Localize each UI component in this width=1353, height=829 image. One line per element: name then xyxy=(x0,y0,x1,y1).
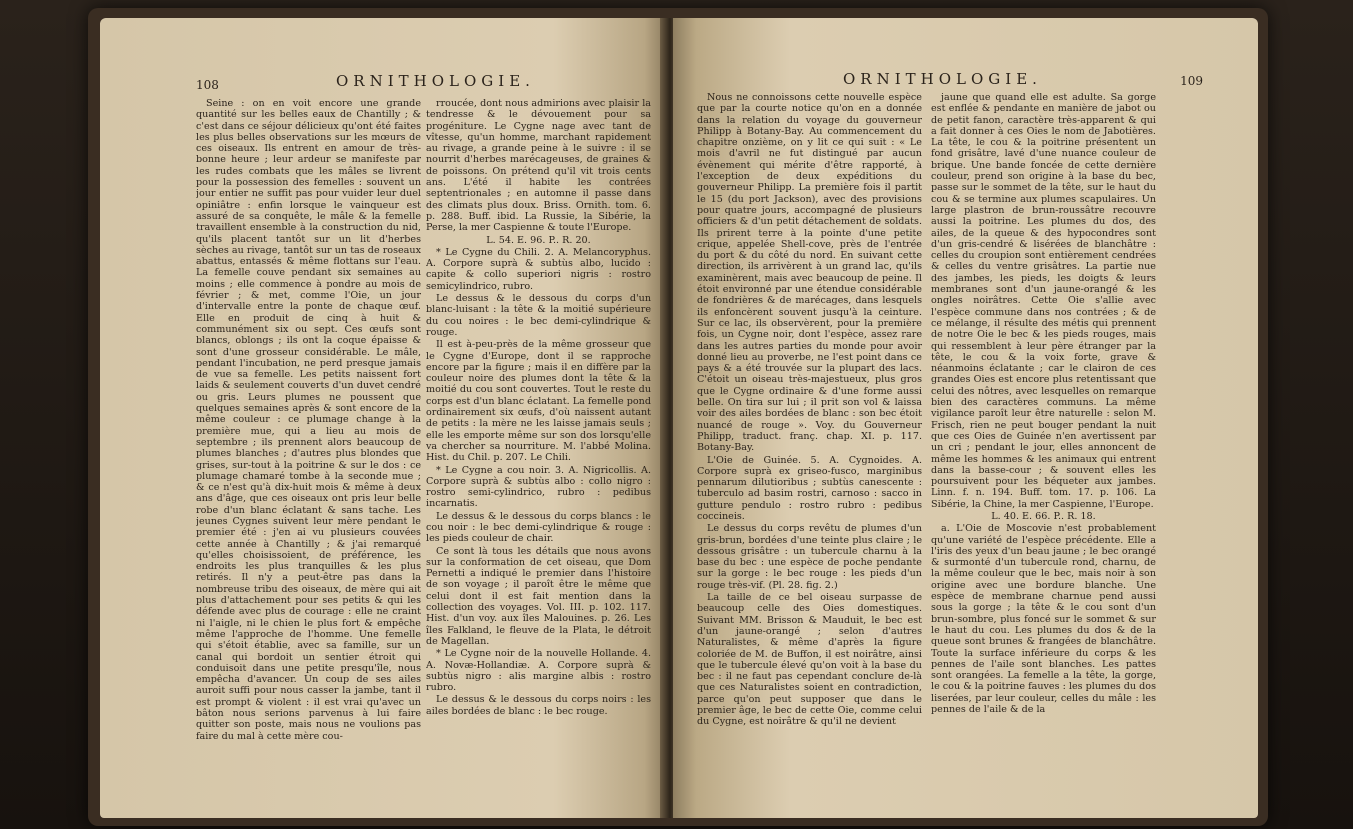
left-column-2 xyxy=(426,98,651,798)
right-page-number: 109 xyxy=(1180,74,1203,88)
species-entry: * Le Cygne du Chili. 2. A. Melancoryphus. A. Corpore suprà & subtùs albo, lucido : capite & collo superiori nigris : rostro semicylindrico, rubro. xyxy=(426,246,651,292)
measurements: L. 40. E. 66. P.. R. 18. xyxy=(991,510,1096,522)
species-entry: L'Oie de Guinée. 5. A. Cygnoides. A. Corpore suprà ex griseo-fusco, marginibus pennarum dilutioribus ; subtùs canescente : tuberculo ad basim rostri, carnoso : sacco in gutture pendulo : rostro rubro : pedibus coccineis. xyxy=(697,454,922,522)
paragraph: Le dessus & le dessous du corps d'un blanc-luisant : la tête & la moitié supérieure du cou noires : le bec demi-cylindrique & rouge. xyxy=(426,293,651,338)
right-page-title: ORNITHOLOGIE. xyxy=(843,70,1042,88)
paragraph: a. L'Oie de Moscovie n'est probablement qu'une variété de l'espèce précédente. Elle a l'iris des yeux d'un beau jaune ; le bec orangé & surmonté d'un tubercule rond, charnu, de la même couleur que le bec, mais noir à son origine avec une bordure blanche. Une espèce de membrane charnue pend aussi sous la gorge ; la tête & le cou sont d'un brun-sombre, plus foncé sur le sommet & sur le haut du cou. Les plumes du dos & de la queue sont brunes & frangées de blanchâtre. Toute la surface inférieure du corps & les pennes de l'aile sont blanches. Les pattes sont orangées. La femelle a la tête, la gorge, le cou & la poitrine fauves : les plumes du dos liserées, par leur couleur, celles du mâle : les pennes de l'aile & de la xyxy=(931,523,1156,716)
species-entry: * Le Cygne noir de la nouvelle Hollande. 4. A. Novæ-Hollandiæ. A. Corpore suprà & subtùs nigro : alis margine albis : rostro rubro. xyxy=(426,648,651,694)
left-page-title: ORNITHOLOGIE. xyxy=(336,72,535,90)
paragraph: Seine : on en voit encore une grande quantité sur les belles eaux de Chantilly ; & c'est dans ce séjour délicieux qu'ont été faites les plus belles observations sur les mœurs de ces oiseaux. Ils entrent en amour de très-bonne heure ; leur ardeur se manifeste par les rudes combats que les mâles se livrent pour la possession des femelles : souvent un jour entier ne suffit pas pour vuider leur duel opiniâtre : enfin lorsque le vainqueur est assuré de sa conquête, le mâle & la femelle travaillent ensemble à la construction du nid, qu'ils placent tantôt sur un lit d'herbes sèches au rivage, tantôt sur un tas de roseaux abattus, entassés & même flottans sur l'eau. La femelle couve pendant six semaines au moins ; elle commence à pondre au mois de février ; & met, comme l'Oie, un jour d'intervalle entre la ponte de chaque œuf. Elle en produit de cinq à huit & communément six ou sept. Ces œufs sont blancs, oblongs ; ils ont la coque épaisse & sont d'une grosseur considérable. Le mâle, pendant l'incubation, ne perd presque jamais de vue sa femelle. Les petits naissent fort laids & seulement couverts d'un duvet cendré ou gris. Leurs plumes ne poussent que quelques semaines après & sont encore de la même couleur : ce plumage change à la première mue, qui a lieu au mois de septembre ; ils prennent alors beaucoup de plumes blanches ; d'autres plus blondes que grises, sur-tout à la poitrine & sur le dos : ce plumage chamaré tombe à la seconde mue ; & ce n'est qu'à dix-huit mois & même à deux ans d'âge, que ces oiseaux ont pris leur belle robe d'un blanc éclatant & sans tache. Les jeunes Cygnes suivent leur mère pendant le premier été : j'en ai vu plusieurs couvées cette année à Chantilly ; & j'ai remarqué qu'elles choisissoient, de préférence, les endroits les plus tranquilles & les plus retirés. Il n'y a peut-être pas dans la nombreuse tribu des oiseaux, de mère qui ait plus d'attachement pour ses petits & qui les défende avec plus de courage : elle ne craint ni l'aigle, ni le chien le plus fort & empêche même l'approche de l'homme. Une femelle qui s'étoit établie, avec sa famille, sur un canal qui bordoit un sentier étroit qui conduisoit dans une petite presqu'île, nous empêcha d'avancer. Un coup de ses ailes auroit suffi pour nous casser la jambe, tant il est prompt & violent : il est vrai qu'avec un bâton nous serions parvenus à lui faire quitter son poste, mais nous ne voulions pas faire du mal à cette mère cou- xyxy=(196,98,421,742)
right-column-1 xyxy=(697,92,922,792)
left-running-head xyxy=(196,70,636,96)
measurements: L. 54. E. 96. P.. R. 20. xyxy=(486,234,591,246)
paragraph: rroucée, dont nous admirions avec plaisir la tendresse & le dévouement pour sa progéniture. Le Cygne nage avec tant de vîtesse, qu'un homme, marchant rapidement au rivage, a grande peine à le suivre : il se nourrit d'herbes marécageuses, de graines & de poissons. On prétend qu'il vit trois cents ans. L'été il habite les contrées septentrionales ; en automne il passe dans des climats plus doux. Briss. Ornith. tom. 6. p. 288. Buff. ibid. La Russie, la Sibérie, la Perse, la mer Caspienne & toute l'Europe. xyxy=(426,98,651,234)
left-page-number: 108 xyxy=(196,78,219,92)
species-entry: * Le Cygne a cou noir. 3. A. Nigricollis. A. Corpore suprà & subtùs albo : collo nigro : rostro semi-cylindrico, rubro : pedibus incarnatis. xyxy=(426,464,651,510)
paragraph: Il est à-peu-près de la même grosseur que le Cygne d'Europe, dont il se rapproche encore par la figure ; mais il en diffère par la couleur noire des plumes dont la tête & la moitié du cou sont couvertes. Tout le reste du corps est d'un blanc éclatant. La femelle pond ordinairement six œufs, d'où naissent autant de petits : la mère ne les laisse jamais seuls ; elle les emporte même sur son dos lorsqu'elle va chercher sa nourriture. M. l'abbé Molina. Hist. du Chil. p. 207. Le Chili. xyxy=(426,339,651,464)
paragraph: Le dessus & le dessous du corps blancs : le cou noir : le bec demi-cylindrique & rouge : les pieds couleur de chair. xyxy=(426,510,651,545)
paragraph: Nous ne connoissons cette nouvelle espèce que par la courte notice qu'on en a donnée dans la relation du voyage du gouverneur Philipp à Botany-Bay. Au commencement du chapitre onzième, on y lit ce qui suit : « Le mois d'avril ne fut distingué par aucun évènement qui mérite d'être rapporté, à l'exception de deux expéditions du gouverneur Philipp. La première fois il partit le 15 (du port Jackson), avec des provisions pour quatre jours, accompagné de plusieurs officiers & d'un petit détachement de soldats. Ils prirent terre à la pointe d'une petite crique, appelée Shell-cove, près de l'entrée du port & du côté du nord. En suivant cette direction, ils arrivèrent à un grand lac, qu'ils examinèrent, mais avec beaucoup de peine. Il étoit environné par une étendue considérable de fondrières & de marécages, dans lesquels ils enfoncèrent souvent jusqu'à la ceinture. Sur ce lac, ils observèrent, pour la première fois, un Cygne noir, dont l'espèce, assez rare dans les autres parties du monde pour avoir donné lieu au proverbe, ne l'est point dans ce pays & a été trouvée sur la plupart des lacs. C'étoit un oiseau très-majestueux, plus gros que le Cygne ordinaire & d'une forme aussi belle. On tira sur lui ; il prit son vol & laissa voir des ailes bordées de blanc : son bec étoit nuancé de rouge ». Voy. du Gouverneur Philipp, traduct. franç. chap. XI. p. 117. Botany-Bay. xyxy=(697,92,922,454)
paragraph: La taille de ce bel oiseau surpasse de beaucoup celle des Oies domestiques. Suivant MM. Brisson & Mauduit, le bec est d'un jaune-orangé ; selon d'autres Naturalistes, & même d'après la figure coloriée de M. de Buffon, il est noirâtre, ainsi que le tubercule élevé qu'on voit à la base du bec : il ne faut pas cependant conclure de-là que ces Naturalistes soient en contradiction, parce qu'on peut supposer que dans le premier âge, le bec de cette Oie, comme celui du Cygne, est noirâtre & qu'il ne devient xyxy=(697,592,922,728)
paragraph: jaune que quand elle est adulte. Sa gorge est enflée & pendante en manière de jabot ou de petit fanon, caractère très-apparent & qui a fait donner à ces Oies le nom de Jabotières. La tête, le cou & la poitrine présentent un fond grisâtre, lavé d'une nuance couleur de brique. Une bande foncée de cette dernière couleur, prend son origine à la base du bec, passe sur le sommet de la tête, sur le haut du cou & se termine aux plumes scapulaires. Un large plastron de brun-roussâtre recouvre aussi la poitrine. Les plumes du dos, des ailes, de la queue & des hypocondres sont d'un gris-cendré & lisérées de blanchâtre : celles du croupion sont entièrement cendrées & celles du ventre grisâtres. La partie nue des jambes, les pieds, les doigts & leurs membranes sont d'un jaune-orangé & les ongles noirâtres. Cette Oie s'allie avec l'espèce commune dans nos contrées ; & de ce mélange, il résulte des métis qui prennent de notre Oie le bec & les pieds rouges, mais qui ressemblent à leur père étranger par la tête, le cou & la voix forte, grave & néanmoins éclatante ; car le clairon de ces grandes Oies est encore plus retentissant que celui des nôtres, avec lesquelles on remarque bien des caractères communs. La même vigilance paroît leur être naturelle : selon M. Frisch, rien ne peut bouger pendant la nuit que ces Oies de Guinée n'en avertissent par un cri ; pendant le jour, elles annoncent de même les hommes & les animaux qui entrent dans la basse-cour ; & souvent elles les poursuivent pour les béqueter aux jambes. Linn. f. n. 194. Buff. tom. 17. p. 106. La Sibérie, la Chine, la mer Caspienne, l'Europe. xyxy=(931,92,1156,510)
paragraph: Le dessus du corps revêtu de plumes d'un gris-brun, bordées d'une teinte plus claire ; le dessous grisâtre : un tubercule charnu à la base du bec : une espèce de poche pendante sur la gorge : le bec rouge : les pieds d'un rouge très-vif. (Pl. 28. fig. 2.) xyxy=(697,523,922,591)
right-page xyxy=(673,18,1258,818)
right-column-2 xyxy=(931,92,1156,792)
left-column-1 xyxy=(196,98,421,798)
left-page xyxy=(100,18,667,818)
paragraph: Le dessus & le dessous du corps noirs : les ailes bordées de blanc : le bec rouge. xyxy=(426,694,651,717)
paragraph: Ce sont là tous les détails que nous avons sur la conformation de cet oiseau, que Dom Pernetti a indiqué le premier dans l'histoire de son voyage ; il paroît être le même que celui dont il est fait mention dans la collection des voyages. Vol. III. p. 102. 117. Hist. d'un voy. aux îles Malouines. p. 26. Les îles Falkland, le fleuve de la Plata, le détroit de Magellan. xyxy=(426,545,651,647)
